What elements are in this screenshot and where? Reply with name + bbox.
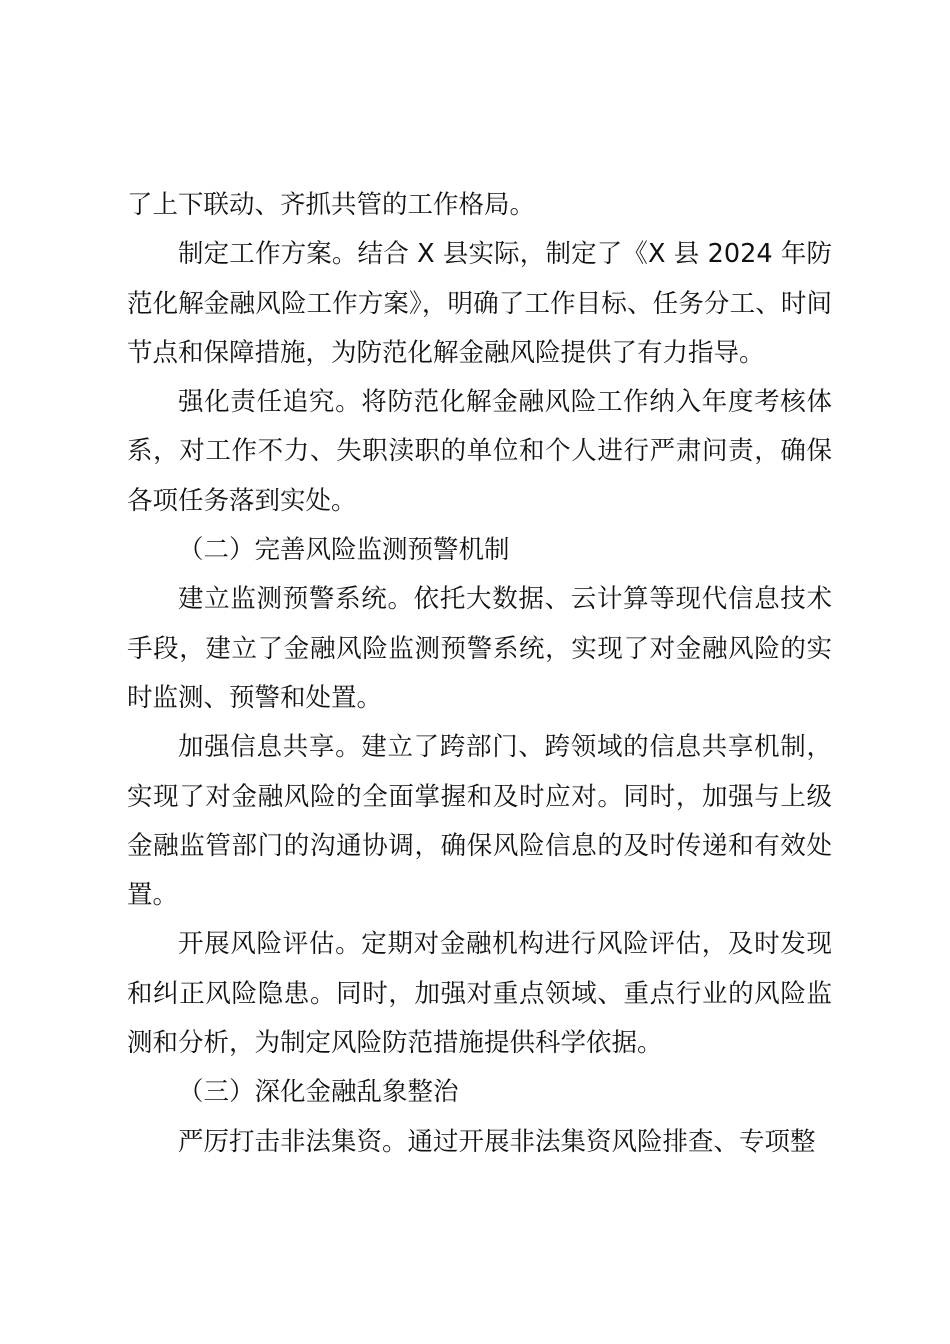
section-heading-3: （三）深化金融乱象整治 — [178, 1077, 459, 1108]
paragraph-accountability: 强化责任追究。将防范化解金融风险工作纳入年度考核体系，对工作不力、失职渎职的单位和个人进行严肃问责，确保各项任务落到实处。 — [127, 387, 832, 516]
paragraph-monitoring-system: 建立监测预警系统。依托大数据、云计算等现代信息技术手段，建立了金融风险监测预警系统，实现了对金融风险的实时监测、预警和处置。 — [127, 584, 832, 713]
document-body — [127, 181, 832, 1167]
section-heading-2: （二）完善风险监测预警机制 — [178, 535, 510, 566]
paragraph-risk-assessment: 开展风险评估。定期对金融机构进行风险评估，及时发现和纠正风险隐患。同时，加强对重点领域、重点行业的风险监测和分析，为制定风险防范措施提供科学依据。 — [127, 929, 832, 1059]
paragraph-work-plan: 制定工作方案。结合 X 县实际，制定了《X 县 2024 年防范化解金融风险工作方案》，明确了工作目标、任务分工、时间节点和保障措施，为防范化解金融风险提供了有力指导。 — [127, 239, 832, 368]
paragraph-info-sharing: 加强信息共享。建立了跨部门、跨领域的信息共享机制，实现了对金融风险的全面掌握和及时应对。同时，加强与上级金融监管部门的沟通协调，确保风险信息的及时传递和有效处置。 — [127, 732, 832, 911]
paragraph-illegal-fundraising: 严厉打击非法集资。通过开展非法集资风险排查、专项整 — [178, 1126, 816, 1157]
paragraph-continuation: 了上下联动、齐抓共管的工作格局。 — [127, 190, 536, 220]
